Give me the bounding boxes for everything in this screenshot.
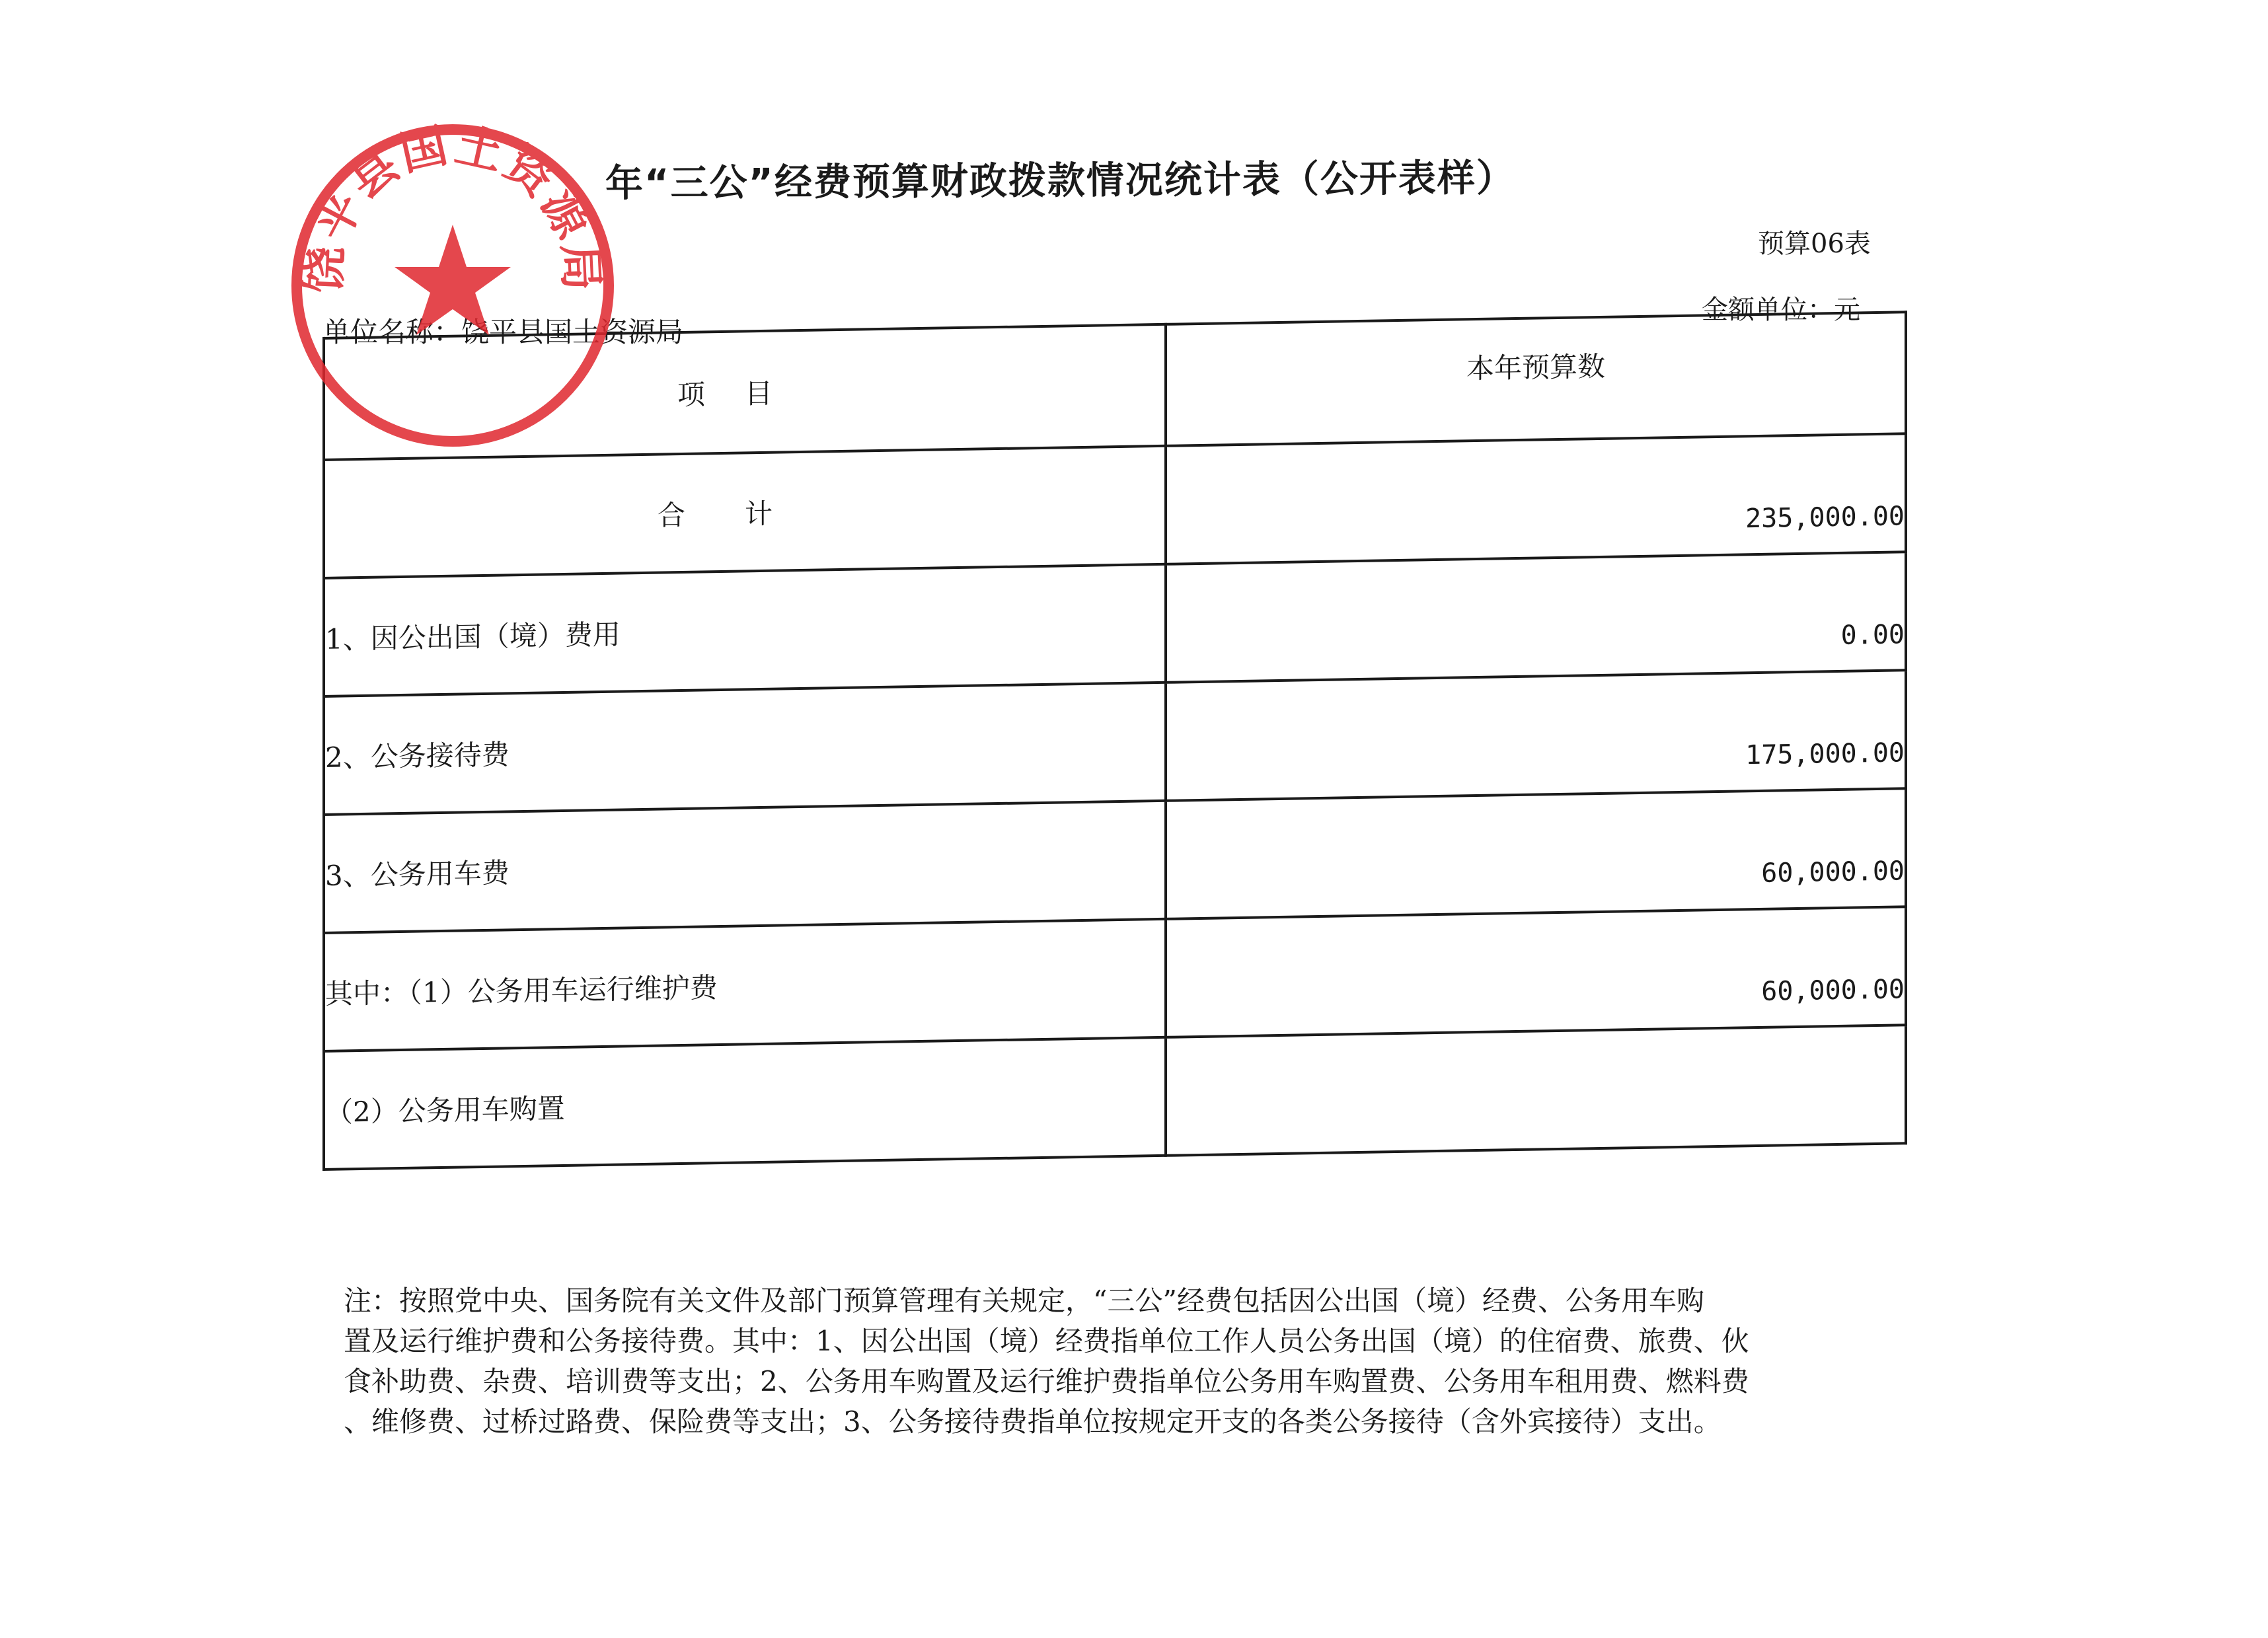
footnote-line: 、维修费、过桥过路费、保险费等支出；3、公务接待费指单位按规定开支的各类公务接待（含外宾接待）支出。 <box>344 1405 1721 1438</box>
row-label: 2、公务接待费 <box>324 683 1166 815</box>
row-label: （2）公务用车购置 <box>324 1037 1166 1170</box>
footnote-line: 置及运行维护费和公务接待费。其中：1、因公出国（境）经费指单位工作人员公务出国（境）的住宿费、旅费、伙 <box>344 1325 1749 1357</box>
row-amount-value: 235,000.00 <box>1745 501 1905 535</box>
row-amount <box>1166 552 1906 683</box>
row-amount-value: 60,000.00 <box>1761 974 1905 1007</box>
form-number: 预算06表 <box>1758 229 1871 259</box>
footnote-line: 注：按照党中央、国务院有关文件及部门预算管理有关规定，“三公”经费包括因公出国（境）经费、公务用车购 <box>344 1284 1704 1317</box>
star-icon <box>395 225 511 335</box>
row-label: 1、因公出国（境）费用 <box>324 564 1166 696</box>
row-amount-value: 0.00 <box>1840 619 1905 651</box>
row-amount <box>1166 670 1906 801</box>
seal-text-path: 饶平县国土资源局 <box>295 120 610 295</box>
official-seal <box>287 120 618 451</box>
row-amount-value: 175,000.00 <box>1745 737 1905 771</box>
header-amount-label: 本年预算数 <box>1466 350 1605 385</box>
row-amount <box>1166 907 1906 1037</box>
header-item: 项目 <box>324 324 1166 460</box>
table-row <box>324 1025 1906 1170</box>
row-amount <box>1166 788 1906 919</box>
row-label: 3、公务用车费 <box>324 801 1166 933</box>
row-amount <box>1166 1025 1906 1156</box>
row-amount-value: 60,000.00 <box>1761 856 1905 889</box>
header-amount <box>1166 312 1906 446</box>
footnote-line: 食补助费、杂费、培训费等支出；2、公务用车购置及运行维护费指单位公务用车购置费、公务用车租用费、燃料费 <box>344 1365 1749 1397</box>
row-amount <box>1166 433 1906 564</box>
organization-name: 单位名称：饶平县国土资源局 <box>322 316 684 348</box>
document-title: 年“三公”经费预算财政拨款情况统计表（公开表样） <box>605 156 1516 205</box>
footnote <box>344 1281 1916 1442</box>
row-label: 其中：（1）公务用车运行维护费 <box>324 919 1166 1051</box>
amount-unit: 金额单位：元 <box>1702 295 1860 325</box>
row-label: 合计 <box>324 446 1166 578</box>
